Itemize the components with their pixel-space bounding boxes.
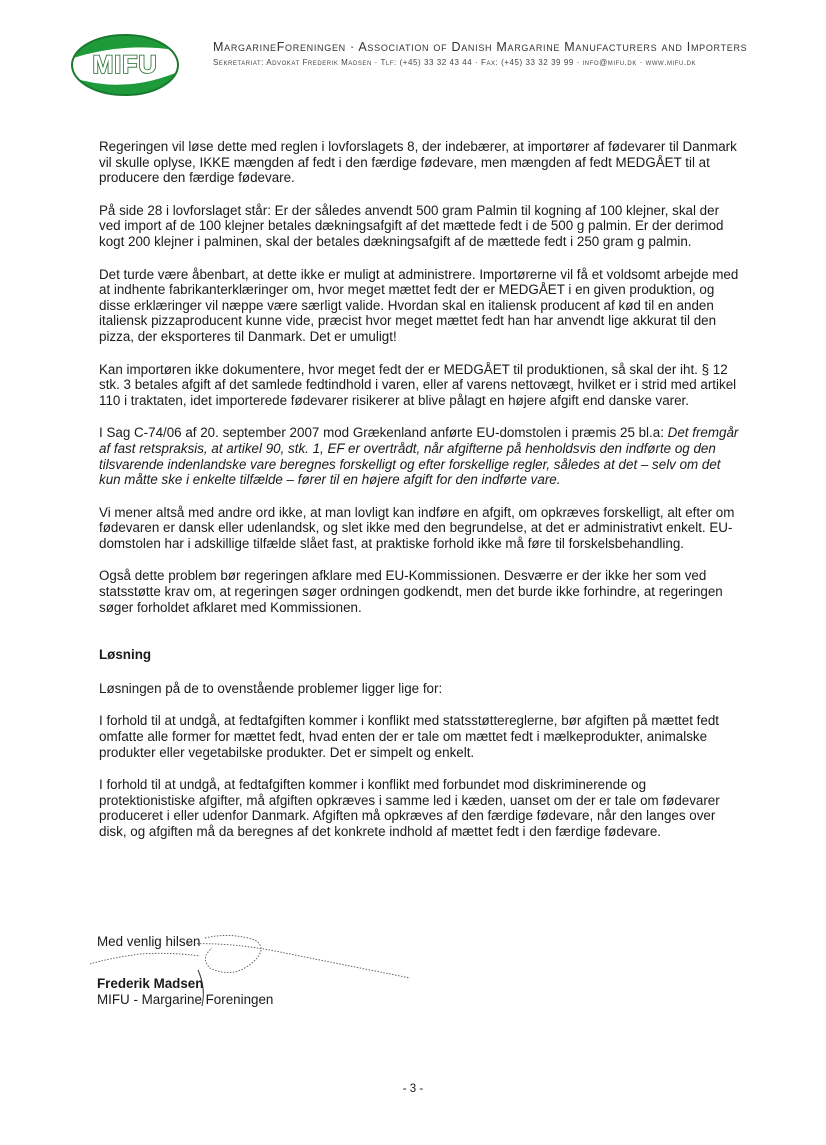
handwritten-signature	[80, 930, 440, 1010]
paragraph: Det turde være åbenbart, at dette ikke er muligt at administrere. Importørerne vil få et voldsomt arbejde med at indhente fabrikanterklæringer om, hvor meget mættet fedt der er MEDGÅET i en given produktion, og disse erklæringer vil næppe være særligt valide. Hvordan skal en italiensk producent af kød til en anden italiensk pizzaproducent kunne vide, præcist hvor meget mættet fedt han har anvendt lige akkurat til den pizza, der eksporteres til Danmark. Det er umuligt!	[99, 266, 739, 344]
paragraph: Vi mener altså med andre ord ikke, at man lovligt kan indføre en afgift, om opkræves forskelligt, alt efter om fødevaren er dansk eller udenlandsk, og slet ikke med den begrundelse, at det er administrativt enkelt. EU-domstolen har i adskillige tilfælde slået fast, at praktiske forhold ikke må føre til forskelsbehandling.	[99, 504, 735, 551]
page-number: - 3 -	[402, 1083, 424, 1095]
letter-body	[99, 139, 739, 857]
paragraph: I forhold til at undgå, at fedtafgiften kommer i konflikt med statsstøttereglerne, bør afgiften på mættet fedt omfatte alle former for mættet fedt, hvad enten der er tale om mættet fedt i mælkeprodukter, animalske produkter eller vegetabilske produkter. Det er simpelt og enkelt.	[99, 713, 719, 760]
header-contact: Sekretariat: Advokat Frederik Madsen · Tlf: (+45) 33 32 43 44 · Fax: (+45) 33 32 39 99 · info@mifu.dk · www.mifu.dk	[213, 58, 697, 67]
paragraph: På side 28 i lovforslaget står: Er der således anvendt 500 gram Palmin til kogning af 100 klejner, skal der ved import af de 100 klejner betales dækningsafgift af det mættede fedt i de 500 g palmin. Er der derimod kogt 200 klejner i palminen, skal der betales dækningsafgift af de mættede fedt i 250 gram g palmin.	[99, 202, 724, 249]
header-organization: MargarineForeningen · Association of Danish Margarine Manufacturers and Importers	[213, 40, 748, 54]
signer-name: Frederik Madsen	[97, 976, 204, 991]
mifu-logo	[70, 33, 180, 97]
paragraph: Kan importøren ikke dokumentere, hvor meget fedt der er MEDGÅET til produktionen, så skal der iht. § 12 stk. 3 betales afgift af det samlede fedtindhold i varen, eller af varens nettovægt, hvilket er i strid med artikel 110 i traktaten, idet importerede fødevarer risikerer at blive pålagt en højere afgift end danske varer.	[99, 361, 737, 408]
section-heading: Løsning	[99, 647, 152, 663]
paragraph: Også dette problem bør regeringen afklare med EU-Kommissionen. Desværre er der ikke her som ved statsstøtte krav om, at regeringen søger ordningen godkendt, men det burde ikke forhindre, at regeringen søger forholdet afklaret med Kommissionen.	[99, 568, 723, 615]
signer-organization: MIFU - Margarine Foreningen	[97, 992, 274, 1007]
logo-text: MIFU	[92, 51, 158, 79]
paragraph: I forhold til at undgå, at fedtafgiften kommer i konflikt med forbundet mod diskriminerende og protektionistiske afgifter, må afgiften opkræves i samme led i kæden, uanset om der er tale om fødevarer produceret i eller udenfor Danmark. Afgiften må opkræves af den færdige fødevare, når den langes over disk, og afgiften må da beregnes af det konkrete indhold af mættet fedt i den færdige fødevare.	[99, 777, 720, 839]
quote-intro: I Sag C-74/06 af 20. september 2007 mod Grækenland anførte EU-domstolen i præmis 25 bl.a:	[99, 425, 664, 441]
court-quote: Det fremgår af fast retspraksis, at artikel 90, stk. 1, EF er overtrådt, når afgifterne på henholdsvis den indførte og den tilsvarende indenlandske vare beregnes forskelligt og efter forskellige regler, således at det – selv om det kun måtte ske i enkelte tilfælde – fører til en højere afgift for den indførte vare.	[99, 425, 739, 488]
greeting: Med venlig hilsen	[97, 934, 201, 949]
paragraph-with-quote	[99, 425, 739, 487]
paragraph: Løsningen på de to ovenstående problemer ligger lige for:	[99, 680, 443, 696]
paragraph: Regeringen vil løse dette med reglen i lovforslagets 8, der indebærer, at importører af fødevarer til Danmark vil skulle oplyse, IKKE mængden af fedt i den færdige fødevare, men mængden af fedt MEDGÅET til at producere den færdige fødevare.	[99, 139, 737, 186]
